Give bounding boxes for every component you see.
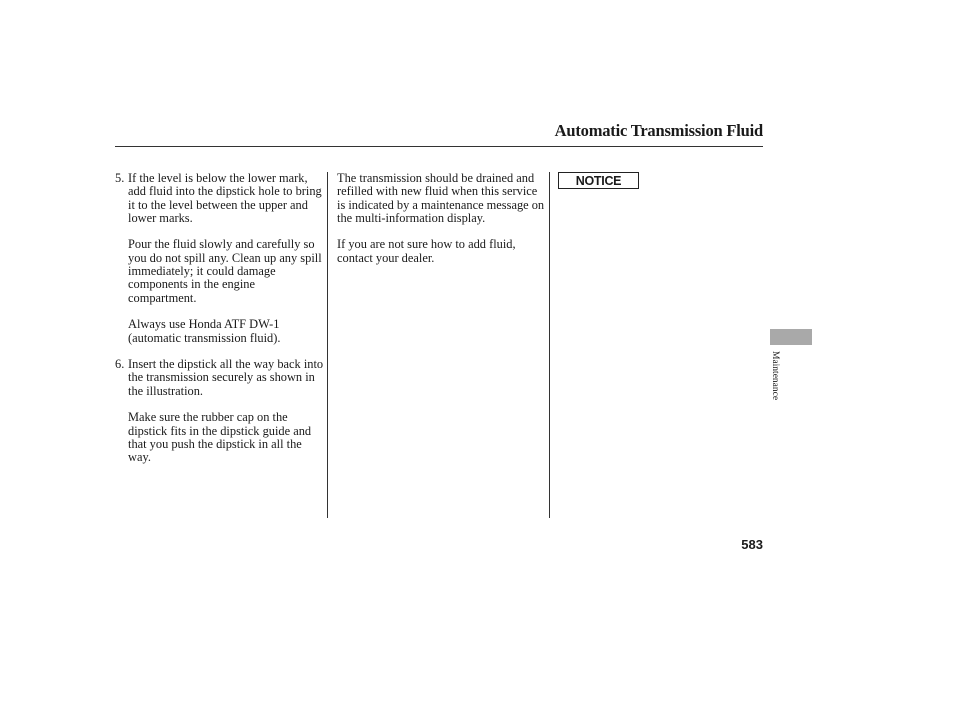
column-divider-1	[327, 172, 328, 518]
header-rule	[115, 146, 763, 147]
step-number: 6.	[115, 357, 125, 372]
step-paragraph: Pour the fluid slowly and carefully so you do not spill any. Clean up any spill immediately; it could damage components in the engine compartment.	[128, 237, 322, 305]
column-middle	[337, 172, 547, 265]
step-paragraph: Make sure the rubber cap on the dipstick fits in the dipstick guide and that you push the dipstick in all the way.	[128, 410, 312, 465]
section-label-wrap	[768, 351, 782, 421]
step-number: 5.	[115, 171, 125, 185]
step-paragraph: Insert the dipstick all the way back into the transmission securely as shown in the illustration.	[128, 357, 324, 398]
page-title: Automatic Transmission Fluid	[554, 121, 763, 140]
step-5	[115, 172, 325, 345]
section-tab	[770, 329, 812, 345]
step-6	[115, 358, 325, 464]
step-paragraph: Always use Honda ATF DW-1 (automatic transmission fluid).	[128, 317, 281, 345]
column-left	[115, 172, 325, 465]
step-paragraph: If the level is below the lower mark, add fluid into the dipstick hole to bring it to the level between the upper and lower marks.	[128, 171, 322, 225]
notice-label: NOTICE	[575, 173, 622, 188]
body-paragraph: The transmission should be drained and refilled with new fluid when this service is indicated by a maintenance message on the multi-information display.	[337, 171, 545, 225]
section-label: Maintenance	[770, 351, 780, 401]
step-body	[128, 172, 325, 345]
body-paragraph: If you are not sure how to add fluid, contact your dealer.	[337, 237, 516, 265]
column-divider-2	[549, 172, 550, 518]
notice-box	[558, 172, 639, 189]
page-number: 583	[741, 537, 763, 552]
step-body	[128, 358, 325, 464]
